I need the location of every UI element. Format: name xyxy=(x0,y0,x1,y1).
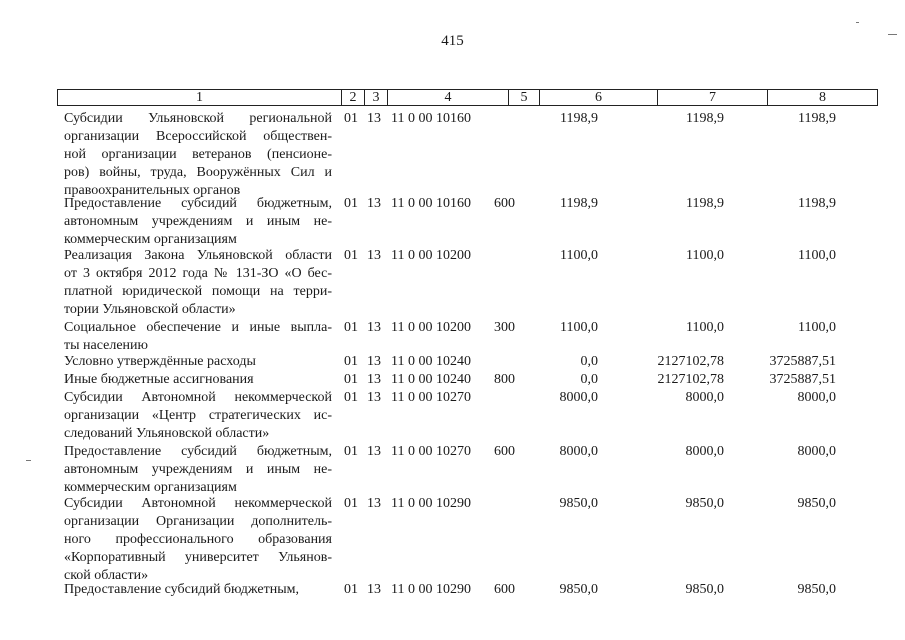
section-code: 01 xyxy=(344,372,358,387)
amount-year-3: 8000,0 xyxy=(797,444,836,459)
expense-type-code: 600 xyxy=(494,582,515,597)
description-line: правоохранительных органов xyxy=(64,183,241,198)
description-line: Условно утверждённые расходы xyxy=(64,354,256,369)
row-description xyxy=(64,319,332,355)
section-code: 01 xyxy=(344,111,358,126)
target-article-code: 11 0 00 10240 xyxy=(391,372,471,387)
amount-year-2: 9850,0 xyxy=(685,582,724,597)
expense-type-code: 600 xyxy=(494,196,515,211)
amount-year-1: 1198,9 xyxy=(560,111,598,126)
section-code: 01 xyxy=(344,582,358,597)
target-article-code: 11 0 00 10270 xyxy=(391,444,471,459)
scan-speck xyxy=(888,34,897,35)
subsection-code: 13 xyxy=(367,390,381,405)
amount-year-3: 1100,0 xyxy=(798,320,836,335)
amount-year-2: 8000,0 xyxy=(685,444,724,459)
description-line: ного профессионального образования xyxy=(64,532,332,547)
description-line: тории Ульяновской области» xyxy=(64,302,236,317)
column-header-8: 8 xyxy=(768,90,878,106)
description-line: ской области» xyxy=(64,568,149,583)
row-description xyxy=(64,353,332,371)
amount-year-3: 8000,0 xyxy=(797,390,836,405)
amount-year-1: 1100,0 xyxy=(560,248,598,263)
amount-year-1: 1198,9 xyxy=(560,196,598,211)
amount-year-3: 9850,0 xyxy=(797,582,836,597)
description-line: организации Организации дополнитель- xyxy=(64,514,332,529)
column-header-4: 4 xyxy=(388,90,509,106)
description-line: ров) войны, труда, Вооружённых Сил и xyxy=(64,165,332,180)
description-line: Субсидии Ульяновской региональной xyxy=(64,111,332,126)
description-line: следований Ульяновской области» xyxy=(64,426,270,441)
page-number: 415 xyxy=(441,33,464,49)
row-description xyxy=(64,495,332,585)
section-code: 01 xyxy=(344,390,358,405)
row-description xyxy=(64,443,332,497)
subsection-code: 13 xyxy=(367,248,381,263)
description-line: Социальное обеспечение и иные выпла- xyxy=(64,320,332,335)
amount-year-3: 1198,9 xyxy=(798,111,836,126)
description-line: от 3 октября 2012 года № 131-ЗО «О бес- xyxy=(64,266,332,281)
section-code: 01 xyxy=(344,196,358,211)
scan-speck xyxy=(856,22,859,23)
section-code: 01 xyxy=(344,354,358,369)
column-header-6: 6 xyxy=(540,90,658,106)
amount-year-1: 8000,0 xyxy=(559,444,598,459)
target-article-code: 11 0 00 10200 xyxy=(391,320,471,335)
description-line: платной юридической помощи на терри- xyxy=(64,284,332,299)
section-code: 01 xyxy=(344,320,358,335)
subsection-code: 13 xyxy=(367,354,381,369)
section-code: 01 xyxy=(344,444,358,459)
amount-year-1: 0,0 xyxy=(580,372,598,387)
amount-year-2: 8000,0 xyxy=(685,390,724,405)
subsection-code: 13 xyxy=(367,444,381,459)
column-header-3: 3 xyxy=(365,90,388,106)
scan-speck xyxy=(26,460,31,461)
row-description xyxy=(64,110,332,200)
description-line: коммерческим организациям xyxy=(64,480,237,495)
row-description xyxy=(64,195,332,249)
column-header-5: 5 xyxy=(509,90,540,106)
description-line: ной организации ветеранов (пенсионе- xyxy=(64,147,332,162)
section-code: 01 xyxy=(344,248,358,263)
amount-year-2: 2127102,78 xyxy=(657,372,724,387)
subsection-code: 13 xyxy=(367,320,381,335)
description-line: организации «Центр стратегических ис- xyxy=(64,408,332,423)
description-line: «Корпоративный университет Ульянов- xyxy=(64,550,332,565)
row-description xyxy=(64,389,332,443)
amount-year-3: 1100,0 xyxy=(798,248,836,263)
row-description xyxy=(64,247,332,319)
amount-year-2: 1100,0 xyxy=(686,320,724,335)
amount-year-1: 1100,0 xyxy=(560,320,598,335)
description-line: автономным учреждениям и иным не- xyxy=(64,214,332,229)
amount-year-2: 1100,0 xyxy=(686,248,724,263)
expense-type-code: 800 xyxy=(494,372,515,387)
description-line: Субсидии Автономной некоммерческой xyxy=(64,390,332,405)
subsection-code: 13 xyxy=(367,582,381,597)
target-article-code: 11 0 00 10270 xyxy=(391,390,471,405)
section-code: 01 xyxy=(344,496,358,511)
description-line: автономным учреждениям и иным не- xyxy=(64,462,332,477)
description-line: организации Всероссийской обществен- xyxy=(64,129,332,144)
amount-year-3: 3725887,51 xyxy=(769,354,836,369)
amount-year-1: 9850,0 xyxy=(559,496,598,511)
target-article-code: 11 0 00 10160 xyxy=(391,111,471,126)
expense-type-code: 300 xyxy=(494,320,515,335)
amount-year-2: 1198,9 xyxy=(686,111,724,126)
description-line: Предоставление субсидий бюджетным, xyxy=(64,582,300,597)
amount-year-3: 3725887,51 xyxy=(769,372,836,387)
amount-year-2: 9850,0 xyxy=(685,496,724,511)
subsection-code: 13 xyxy=(367,372,381,387)
amount-year-2: 1198,9 xyxy=(686,196,724,211)
subsection-code: 13 xyxy=(367,196,381,211)
column-header-1: 1 xyxy=(58,90,342,106)
target-article-code: 11 0 00 10240 xyxy=(391,354,471,369)
row-description xyxy=(64,581,332,599)
column-header-2: 2 xyxy=(342,90,365,106)
amount-year-3: 9850,0 xyxy=(797,496,836,511)
subsection-code: 13 xyxy=(367,111,381,126)
amount-year-1: 8000,0 xyxy=(559,390,598,405)
subsection-code: 13 xyxy=(367,496,381,511)
amount-year-1: 0,0 xyxy=(580,354,598,369)
description-line: ты населению xyxy=(64,338,148,353)
amount-year-1: 9850,0 xyxy=(559,582,598,597)
description-line: Предоставление субсидий бюджетным, xyxy=(64,196,332,211)
row-description xyxy=(64,371,332,389)
target-article-code: 11 0 00 10160 xyxy=(391,196,471,211)
amount-year-3: 1198,9 xyxy=(798,196,836,211)
target-article-code: 11 0 00 10290 xyxy=(391,582,471,597)
expense-type-code: 600 xyxy=(494,444,515,459)
description-line: Иные бюджетные ассигнования xyxy=(64,372,254,387)
description-line: Субсидии Автономной некоммерческой xyxy=(64,496,332,511)
target-article-code: 11 0 00 10200 xyxy=(391,248,471,263)
description-line: Реализация Закона Ульяновской области xyxy=(64,248,332,263)
description-line: Предоставление субсидий бюджетным, xyxy=(64,444,332,459)
target-article-code: 11 0 00 10290 xyxy=(391,496,471,511)
column-header-7: 7 xyxy=(658,90,768,106)
amount-year-2: 2127102,78 xyxy=(657,354,724,369)
description-line: коммерческим организациям xyxy=(64,232,237,247)
